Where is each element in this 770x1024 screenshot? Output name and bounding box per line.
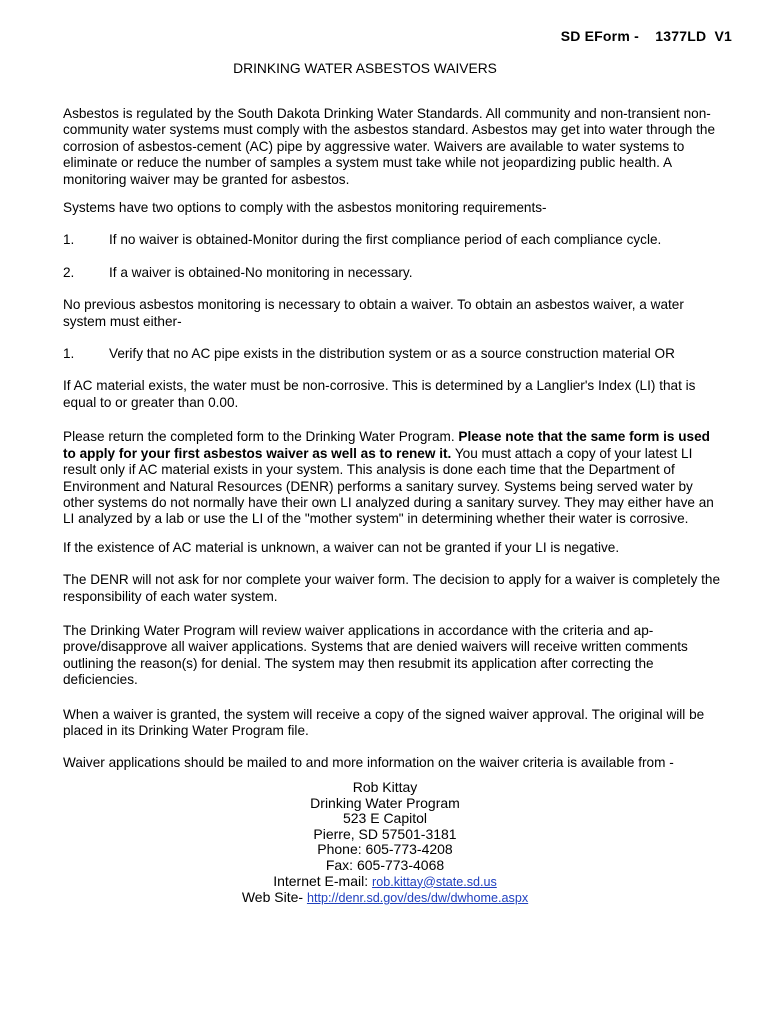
contact-city: Pierre, SD 57501-3181	[313, 825, 457, 842]
email-label: Internet E-mail:	[273, 872, 373, 889]
option-item-1	[63, 232, 725, 248]
unknown-ac-paragraph: If the existence of AC material is unknown, a waiver can not be granted if your LI is negative.	[63, 539, 620, 555]
web-link[interactable]: http://denr.sd.gov/des/dw/dwhome.aspx	[306, 891, 529, 906]
previous-monitoring-paragraph: No previous asbestos monitoring is necessary to obtain a waiver. To obtain an asbestos waiver, a water system must either-	[63, 297, 684, 329]
form-id: SD EForm - 1377LD V1	[560, 28, 732, 44]
intro-paragraph: Asbestos is regulated by the South Dakota Drinking Water Standards. All community and non-transient non-community water systems must comply with the asbestos standard. Asbestos may get into water through the corrosion of asbestos-cement (AC) pipe by aggressive water. Waivers are available to water systems to eliminate or reduce the number of samples a system must take while not jeopardizing public health. A monitoring waiver may be granted for asbestos.	[63, 106, 716, 187]
contact-fax: Fax: 605-773-4068	[325, 856, 445, 873]
contact-program: Drinking Water Program	[310, 794, 460, 811]
ac-material-paragraph: If AC material exists, the water must be non-corrosive. This is determined by a Langlier's Index (LI) that is equal to or greater than 0.00.	[63, 378, 696, 410]
return-form-paragraph	[63, 429, 725, 527]
denr-paragraph: The DENR will not ask for nor complete your waiver form. The decision to apply for a waiver is completely the responsibility of each water system.	[63, 572, 721, 604]
option-text: If a waiver is obtained-No monitoring in necessary.	[109, 264, 413, 280]
contact-street: 523 E Capitol	[342, 810, 428, 827]
contact-name: Rob Kittay	[352, 779, 418, 795]
verify-number: 1.	[63, 346, 75, 362]
verify-item	[63, 346, 725, 362]
option-number: 2.	[63, 264, 75, 280]
return-text-bold: Please note that the same form is used to apply for your first asbestos waiver as well as to renew it.	[63, 429, 710, 461]
return-text-a: Please return the completed form to the Drinking Water Program.	[63, 429, 459, 445]
contact-email-line	[0, 874, 770, 891]
granted-paragraph: When a waiver is granted, the system will receive a copy of the signed waiver approval. The original will be placed in its Drinking Water Program file.	[63, 706, 705, 738]
contact-phone: Phone: 605-773-4208	[317, 841, 453, 858]
contact-web-line	[0, 890, 770, 907]
option-item-2	[63, 265, 725, 281]
option-text: If no waiver is obtained-Monitor during the first compliance period of each compliance cycle.	[109, 232, 662, 248]
verify-text: Verify that no AC pipe exists in the distribution system or as a source construction material OR	[109, 346, 675, 362]
contact-block	[0, 780, 770, 907]
document-body	[63, 106, 725, 772]
options-intro: Systems have two options to comply with the asbestos monitoring requirements-	[63, 200, 547, 216]
review-paragraph: The Drinking Water Program will review waiver applications in accordance with the criteria and ap-prove/disapprove all waiver applications. Systems that are denied waivers will receive written comments outlining the reason(s) for denial. The system may then resubmit its application after correcting the deficiencies.	[63, 622, 688, 688]
option-number: 1.	[63, 232, 75, 248]
return-text-b: You must attach a copy of your latest LI result only if AC material exists in your system. This analysis is done each time that the Department of Environment and Natural Resources (DENR) performs a sanitary survey. Systems being served water by other systems do not normally have their own LI analyzed during a sanitary survey. They may either have an LI analyzed by a lab or use the LI of the "mother system" in determining whether their water is corrosive.	[63, 445, 714, 527]
page-title: DRINKING WATER ASBESTOS WAIVERS	[233, 61, 497, 76]
web-label: Web Site-	[241, 889, 307, 906]
mailing-paragraph: Waiver applications should be mailed to and more information on the waiver criteria is available from -	[63, 755, 674, 771]
email-link[interactable]: rob.kittay@state.sd.us	[372, 874, 497, 889]
